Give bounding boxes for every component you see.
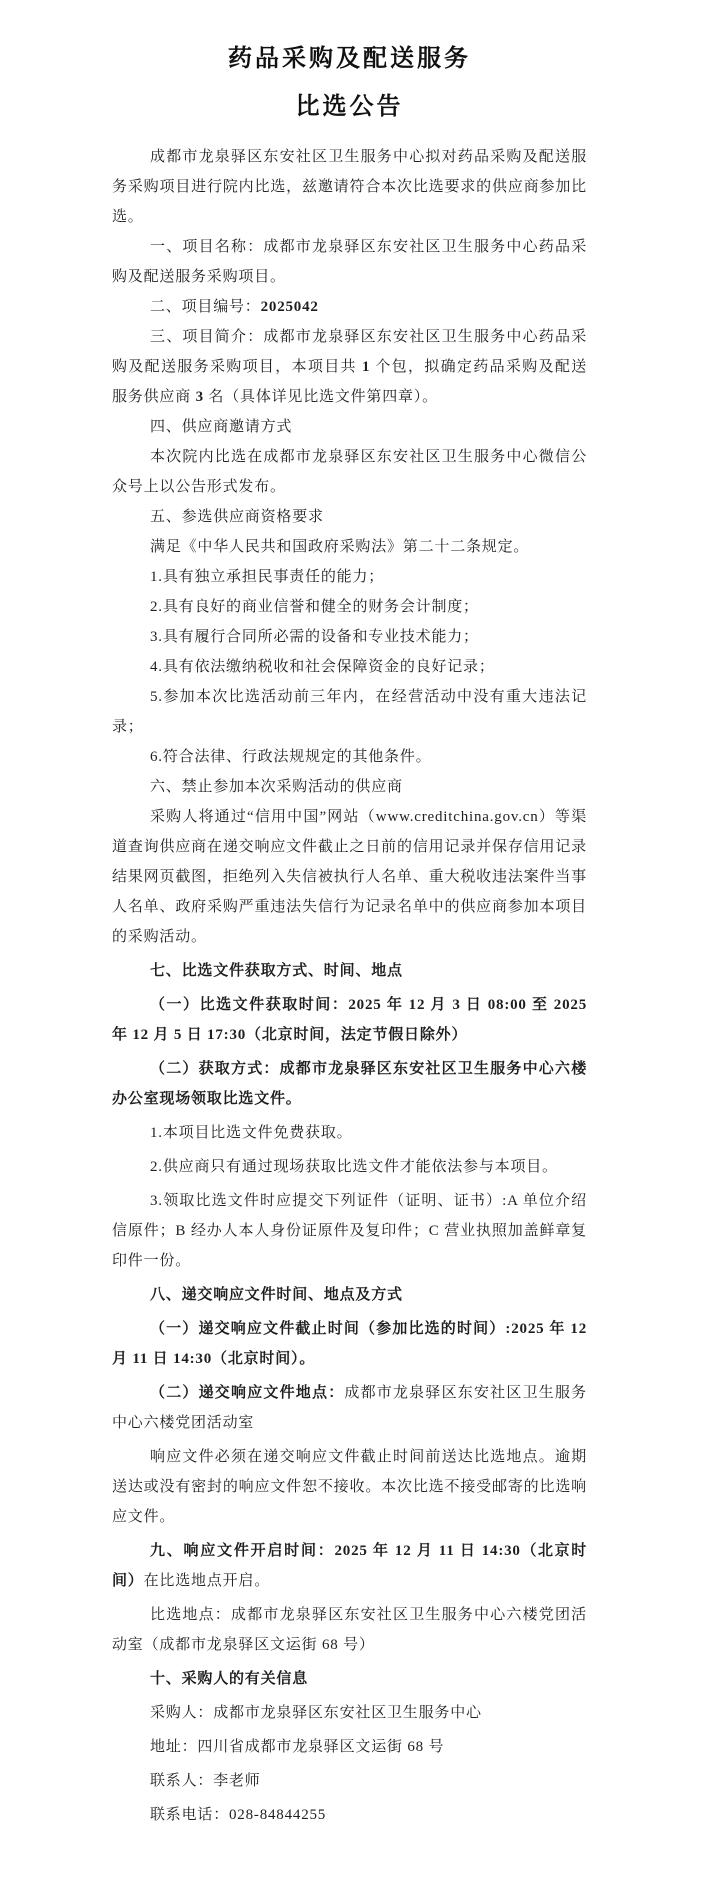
opening-location: 比选地点：成都市龙泉驿区东安社区卫生服务中心六楼党团活动室（成都市龙泉驿区文运街 68 号）	[112, 1607, 587, 1653]
file-note-3: 3.领取比选文件时应提交下列证件（证明、证书）:A 单位介绍信原件；B 经办人本人身份证原件及复印件；C 营业执照加盖鲜章复印件一份。	[112, 1193, 587, 1269]
section-8-heading: 八、递交响应文件时间、地点及方式	[150, 1286, 403, 1303]
section-4-body: 本次院内比选在成都市龙泉驿区东安社区卫生服务中心微信公众号上以公告形式发布。	[112, 449, 587, 495]
submit-location	[112, 1378, 587, 1438]
address-line: 地址：四川省成都市龙泉驿区文运街 68 号	[150, 1739, 445, 1755]
brief-text: 个包，拟确定药品采购及配送服务供应商	[112, 359, 588, 405]
section-6-heading: 六、禁止参加本次采购活动的供应商	[150, 779, 403, 795]
section-2-project-number	[112, 292, 587, 322]
contact-person-line: 联系人：李老师	[150, 1773, 261, 1789]
section-10-heading: 十、采购人的有关信息	[150, 1670, 309, 1687]
qualification-item-4: 4.具有依法缴纳税收和社会保障资金的良好记录；	[150, 659, 495, 675]
brief-text: 三、项目简介：成都市龙泉驿区东安社区卫生服务中心药品采购及配送服务采购项目，本项目共	[112, 329, 587, 375]
file-obtain-method: （二）获取方式：成都市龙泉驿区东安社区卫生服务中心六楼办公室现场领取比选文件。	[112, 1061, 587, 1107]
section-7-heading: 七、比选文件获取方式、时间、地点	[150, 962, 403, 979]
doc-title-line2: 比选公告	[295, 94, 404, 120]
opening-time-value: 2025 年 12 月 11 日 14:30（北京时间）	[112, 1543, 587, 1589]
section-5-heading: 五、参选供应商资格要求	[150, 509, 324, 525]
file-note-2: 2.供应商只有通过现场获取比选文件才能依法参与本项目。	[150, 1159, 558, 1175]
section-6-body: 采购人将通过“信用中国”网站（www.creditchina.gov.cn）等渠道查询供应商在递交响应文件截止之日前的信用记录并保存信用记录结果网页截图，拒绝列入失信被执行人名单、重大税收违法案件当事人名单、政府采购严重违法失信行为记录名单中的供应商参加本项目的采购活动。	[112, 809, 587, 945]
doc-body	[112, 142, 587, 1830]
project-number-value: 2025042	[260, 299, 319, 315]
purchaser-line: 采购人：成都市龙泉驿区东安社区卫生服务中心	[150, 1705, 482, 1721]
section-4-heading: 四、供应商邀请方式	[150, 419, 293, 435]
submit-deadline: （一）递交响应文件截止时间（参加比选的时间）:2025 年 12 月 11 日 14:30（北京时间）。	[112, 1321, 587, 1367]
qualification-item-6: 6.符合法律、行政法规规定的其他条件。	[150, 749, 432, 765]
submit-note: 响应文件必须在递交响应文件截止时间前送达比选地点。逾期送达或没有密封的响应文件恕不接收。本次比选不接受邮寄的比选响应文件。	[112, 1449, 587, 1525]
submit-location-value: 成都市龙泉驿区东安社区卫生服务中心六楼党团活动室	[112, 1385, 587, 1431]
doc-title-line1: 药品采购及配送服务	[228, 46, 471, 72]
package-count: 1	[361, 359, 371, 375]
opening-time-label: 九、响应文件开启时间：	[150, 1542, 335, 1559]
file-note-1: 1.本项目比选文件免费获取。	[150, 1125, 353, 1141]
opening-time-tail: 在比选地点开启。	[143, 1573, 271, 1589]
qualification-item-1: 1.具有独立承担民事责任的能力；	[150, 569, 385, 585]
project-number-label: 二、项目编号：	[150, 299, 261, 315]
qualification-item-2: 2.具有良好的商业信誉和健全的财务会计制度；	[150, 599, 479, 615]
qualification-item-3: 3.具有履行合同所必需的设备和专业技术能力；	[150, 629, 479, 645]
contact-phone-line: 联系电话：028-84844255	[150, 1807, 327, 1823]
section-9-opening-time	[112, 1536, 587, 1596]
intro-paragraph: 成都市龙泉驿区东安社区卫生服务中心拟对药品采购及配送服务采购项目进行院内比选，兹邀请符合本次比选要求的供应商参加比选。	[112, 149, 587, 225]
section-3-project-brief	[112, 322, 587, 412]
submit-location-label: （二）递交响应文件地点：	[150, 1385, 345, 1401]
supplier-count: 3	[195, 389, 204, 405]
qualification-item-5: 5.参加本次比选活动前三年内，在经营活动中没有重大违法记录；	[112, 689, 587, 735]
section-5-intro: 满足《中华人民共和国政府采购法》第二十二条规定。	[150, 539, 530, 555]
section-1-project-name: 一、项目名称：成都市龙泉驿区东安社区卫生服务中心药品采购及配送服务采购项目。	[112, 239, 587, 285]
file-obtain-time: （一）比选文件获取时间：2025 年 12 月 3 日 08:00 至 2025 年 12 月 5 日 17:30（北京时间，法定节假日除外）	[112, 997, 587, 1043]
brief-text: 名（具体详见比选文件第四章）。	[203, 389, 438, 405]
